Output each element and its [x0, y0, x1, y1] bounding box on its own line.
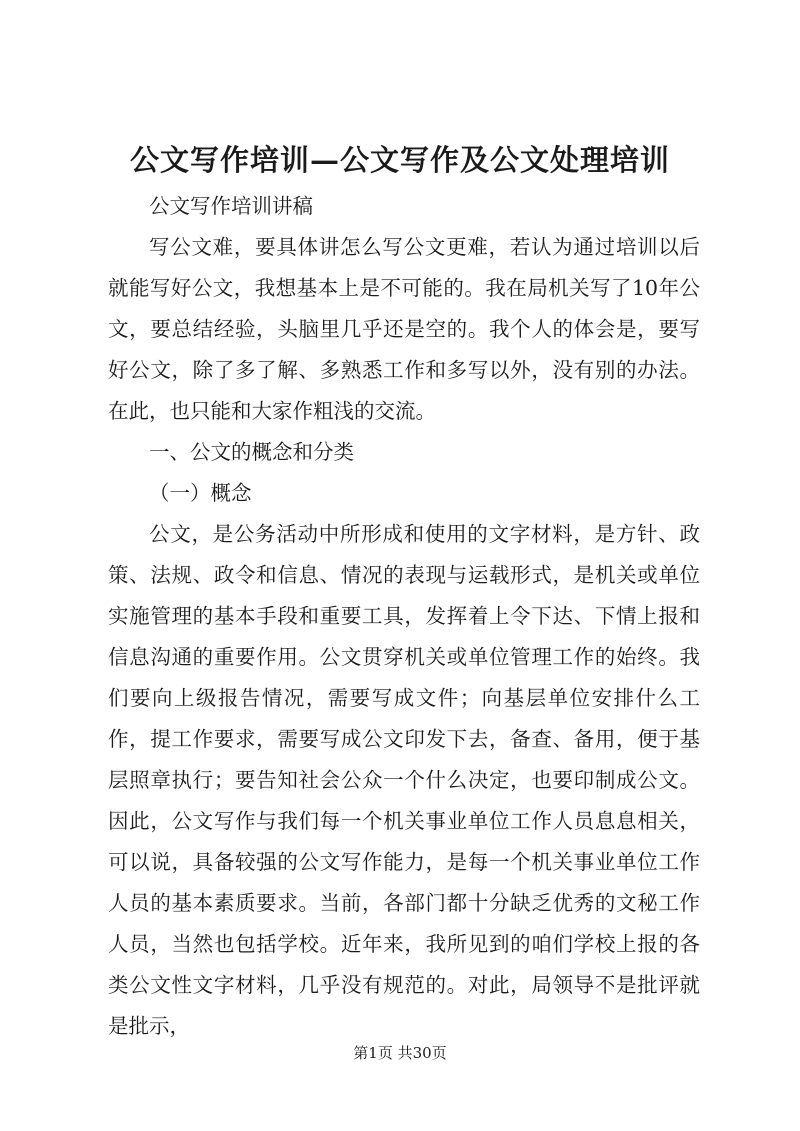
document-body — [108, 186, 700, 1047]
paragraph-intro: 写公文难，要具体讲怎么写公文更难，若认为通过培训以后就能写好公文，我想基本上是不可能的。我在局机关写了10年公文，要总结经验，头脑里几乎还是空的。我个人的体会是，要写好公文，除了多了解、多熟悉工作和多写以外，没有别的办法。在此，也只能和大家作粗浅的交流。 — [108, 235, 700, 423]
subsection-heading: （一）概念 — [149, 481, 252, 505]
section-heading: 一、公文的概念和分类 — [149, 440, 354, 464]
paragraph-subtitle: 公文写作培训讲稿 — [149, 194, 313, 218]
page-footer: 第1页 共30页 — [353, 1044, 447, 1062]
document-title: 公文写作培训—公文写作及公文处理培训 — [129, 143, 670, 177]
paragraph-concept: 公文，是公务活动中所形成和使用的文字材料，是方针、政策、法规、政令和信息、情况的表现与运载形式，是机关或单位实施管理的基本手段和重要工具，发挥着上令下达、下情上报和信息沟通的重要作用。公文贯穿机关或单位管理工作的始终。我们要向上级报告情况，需要写成文件；向基层单位安排什么工作，提工作要求，需要写成公文印发下去，备查、备用，便于基层照章执行；要告知社会公众一个什么决定，也要印制成公文。因此，公文写作与我们每一个机关事业单位工作人员息息相关，可以说，具备较强的公文写作能力，是每一个机关事业单位工作人员的基本素质要求。当前，各部门都十分缺乏优秀的文秘工作人员，当然也包括学校。近年来，我所见到的咱们学校上报的各类公文性文字材料，几乎没有规范的。对此，局领导不是批评就是批示， — [108, 522, 700, 1038]
